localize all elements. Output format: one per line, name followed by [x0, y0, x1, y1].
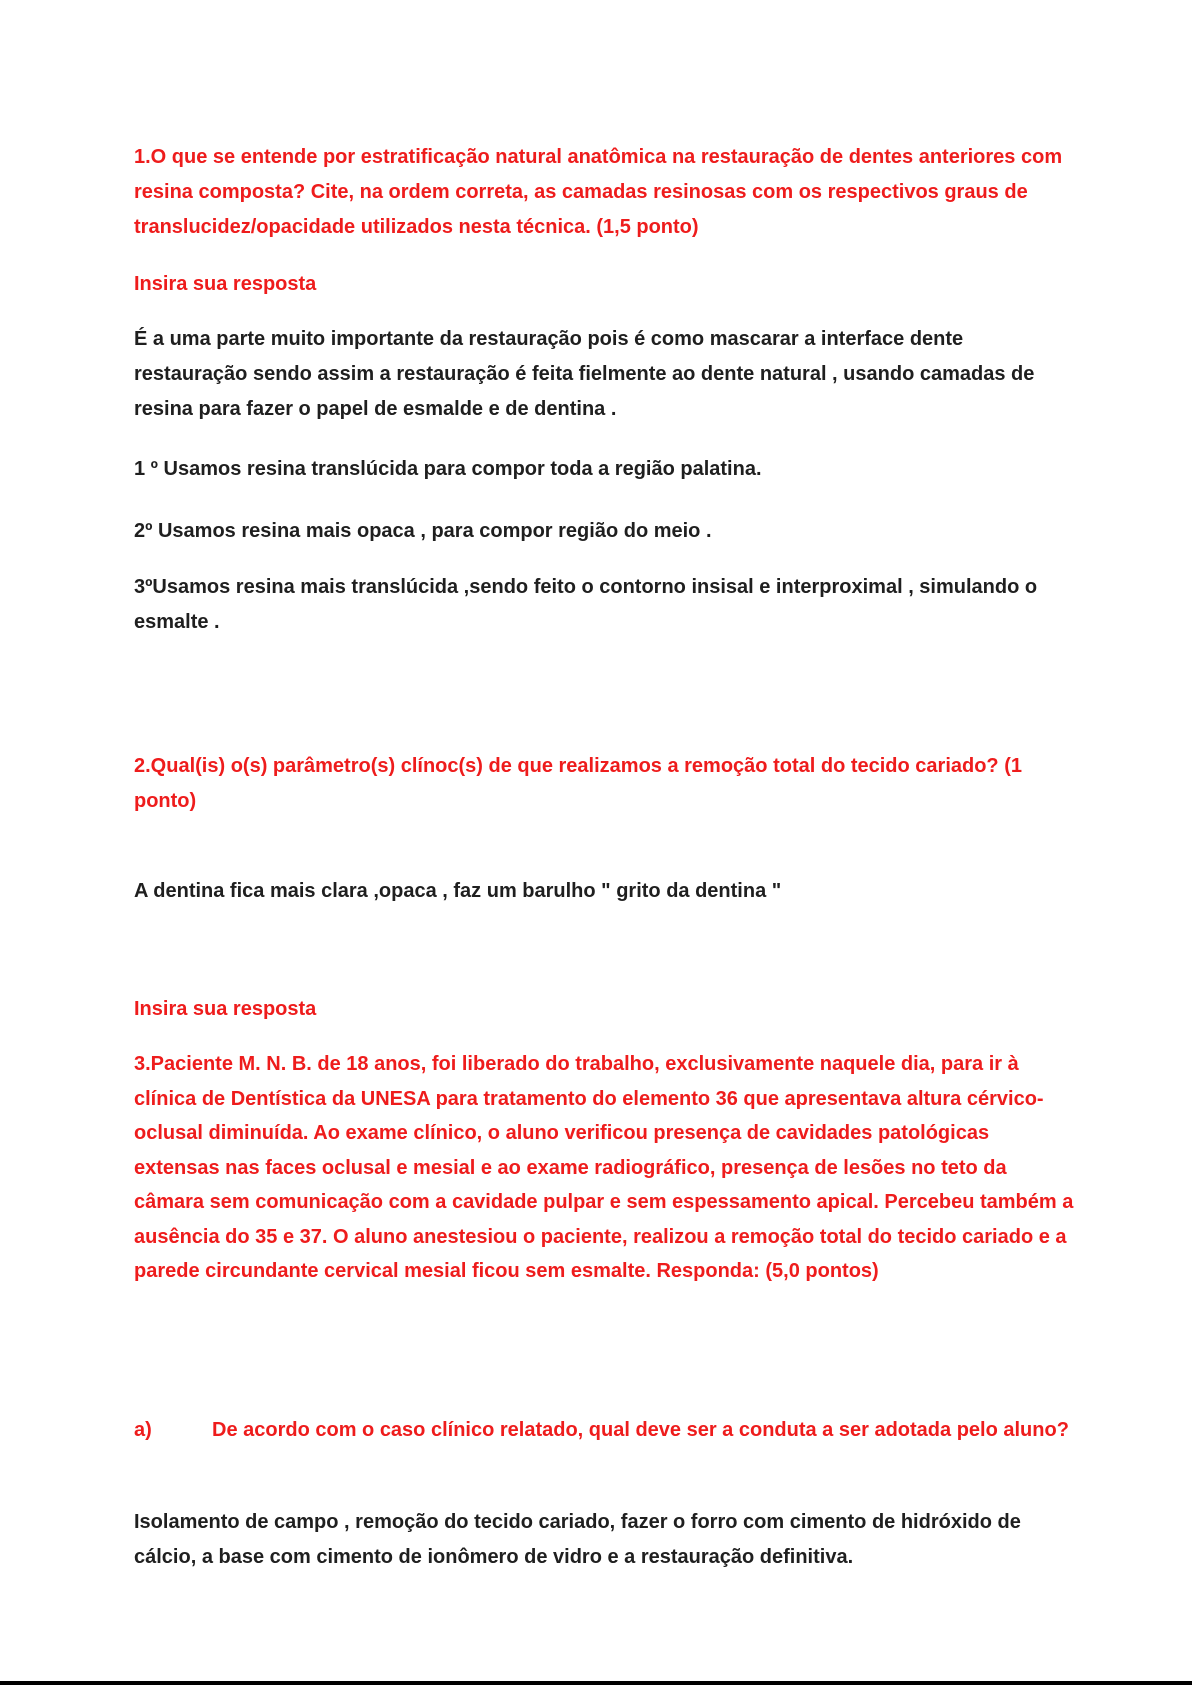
question-3a-prompt [134, 1413, 1074, 1448]
question-3-prompt: 3.Paciente M. N. B. de 18 anos, foi liberado do trabalho, exclusivamente naquele dia, para ir à clínica de Dentística da UNESA para tratamento do elemento 36 que apresentava altura cérvico-oclusal diminuída. Ao exame clínico, o aluno verificou presença de cavidades patológicas extensas nas faces oclusal e mesial e ao exame radiográfico, presença de lesões no teto da câmara sem comunicação com a cavidade pulpar e sem espessamento apical. Percebeu também a ausência do 35 e 37. O aluno anestesiou o paciente, realizou a remoção total do tecido cariado e a parede circundante cervical mesial ficou sem esmalte. Responda: (5,0 pontos) [134, 1053, 1074, 1282]
page-bottom-border [0, 1681, 1192, 1685]
question-1-prompt: 1.O que se entende por estratificação natural anatômica na restauração de dentes anteriores com resina composta? Cite, na ordem correta, as camadas resinosas com os respectivos graus de translucidez/opacidade utilizados nesta técnica. (1,5 ponto) [134, 146, 1063, 238]
question-3a-answer: Isolamento de campo , remoção do tecido cariado, fazer o forro com cimento de hidróxido de cálcio, a base com cimento de ionômero de vidro e a restauração definitiva. [134, 1511, 1021, 1568]
question-1-step-2: 2º Usamos resina mais opaca , para compor região do meio . [134, 520, 712, 542]
question-1-answer-label: Insira sua resposta [134, 273, 317, 295]
question-2-answer-label: Insira sua resposta [134, 998, 317, 1020]
question-3a-label: a) [134, 1419, 152, 1441]
question-1-step-1: 1 º Usamos resina translúcida para compor toda a região palatina. [134, 458, 762, 480]
question-1-step-3: 3ºUsamos resina mais translúcida ,sendo feito o contorno insisal e interproximal , simulando o esmalte . [134, 576, 1038, 633]
question-2-prompt: 2.Qual(is) o(s) parâmetro(s) clínoc(s) de que realizamos a remoção total do tecido cariado? (1 ponto) [134, 755, 1022, 812]
question-2-answer: A dentina fica mais clara ,opaca , faz um barulho " grito da dentina " [134, 880, 782, 902]
question-3a-question: De acordo com o caso clínico relatado, qual deve ser a conduta a ser adotada pelo aluno? [212, 1419, 1069, 1441]
question-1-answer-intro: É a uma parte muito importante da restauração pois é como mascarar a interface dente restauração sendo assim a restauração é feita fielmente ao dente natural , usando camadas de resina para fazer o papel de esmalde e de dentina . [134, 328, 1035, 420]
